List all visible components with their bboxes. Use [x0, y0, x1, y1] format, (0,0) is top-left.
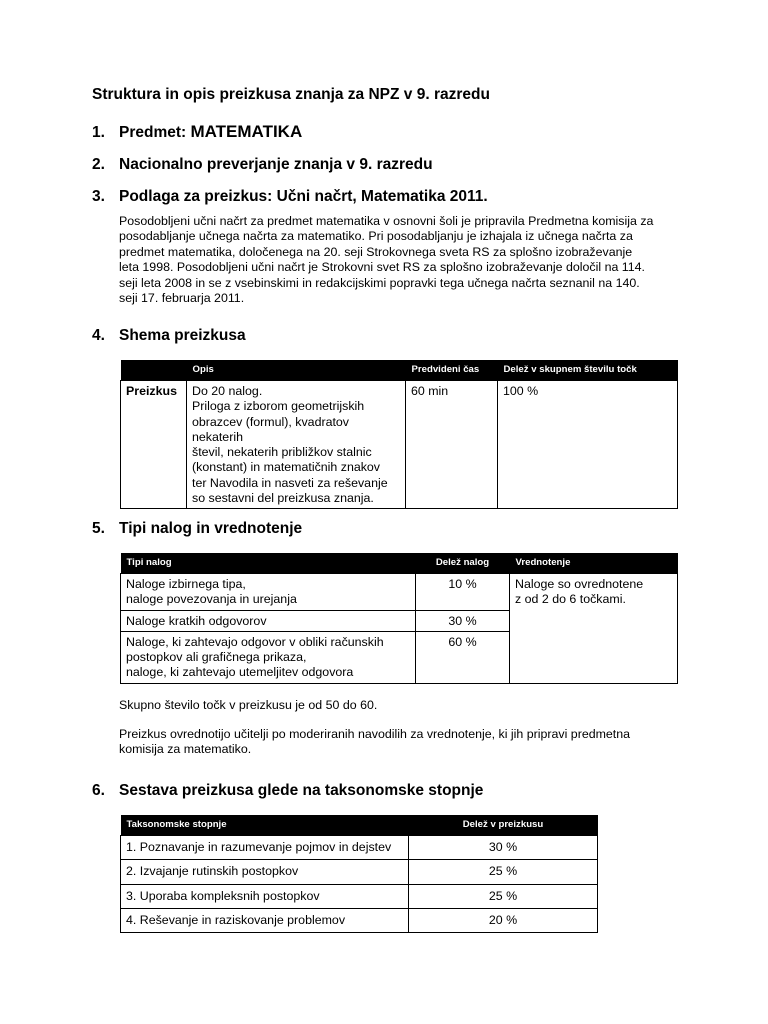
stopnja-cell: 1. Poznavanje in razumevanje pojmov in dejstev	[121, 836, 409, 860]
section-number: 1.	[92, 124, 105, 141]
tipi-table	[120, 553, 678, 684]
ovrednotijo-paragraph	[119, 727, 689, 758]
paragraph-line: seji leta 2008 in se z vsebinskimi in redakcijskimi popravki tega učnega načrta seznanil na 140.	[119, 275, 640, 290]
cas-cell: 60 min	[406, 381, 498, 509]
table-header-cell: Predvideni čas	[406, 360, 498, 381]
section-text: Nacionalno preverjanje znanja v 9. razredu	[119, 156, 433, 173]
cell-line: Do 20 nalog.	[192, 384, 263, 398]
cell-line: Naloge kratkih odgovorov	[126, 613, 267, 628]
cell-line: ter Navodila in nasveti za reševanje	[192, 475, 388, 490]
stopnja-cell: 2. Izvajanje rutinskih postopkov	[121, 860, 409, 884]
table-row	[121, 574, 678, 611]
cell-line: Naloge so ovrednotene	[515, 577, 644, 591]
section-text: Tipi nalog in vrednotenje	[119, 520, 303, 537]
document-title: Struktura in opis preizkusa znanja za NPZ v 9. razredu	[92, 86, 490, 103]
delez-cell: 30 %	[416, 610, 510, 631]
cell-line: števil, nekaterih približkov stalnic	[192, 445, 372, 460]
cell-line: so sestavni del preizkusa znanja.	[192, 491, 374, 506]
table-header-cell: Vrednotenje	[510, 553, 678, 574]
skupno-text: Skupno število točk v preizkusu je od 50 do 60.	[119, 698, 378, 712]
section-text: Shema preizkusa	[119, 327, 246, 344]
table-header-cell: Delež v skupnem številu točk	[498, 360, 678, 381]
table-header-cell: Delež nalog	[416, 553, 510, 574]
cell-line: Naloge, ki zahtevajo odgovor v obliki računskih	[126, 634, 384, 649]
taksonomija-table	[120, 815, 598, 933]
paragraph-line: predmet matematika, določenega na 20. seji Strokovnega sveta RS za splošno izobraževanje	[119, 244, 633, 259]
section-2-heading	[92, 156, 433, 174]
table-row	[121, 836, 598, 860]
stopnja-cell: 4. Reševanje in raziskovanje problemov	[121, 908, 409, 932]
table-header-row	[121, 360, 678, 381]
cell-line: naloge povezovanja in urejanja	[126, 592, 297, 607]
delez-cell: 25 %	[409, 860, 598, 884]
cell-line: naloge, ki zahtevajo utemeljitev odgovora	[126, 665, 354, 680]
section-number: 2.	[92, 156, 105, 173]
delez-cell: 10 %	[416, 574, 510, 611]
shema-table	[120, 360, 678, 509]
vrednotenje-cell	[510, 574, 678, 684]
stopnja-cell: 3. Uporaba kompleksnih postopkov	[121, 884, 409, 908]
section-3-heading	[92, 188, 488, 206]
table-header-cell: Delež v preizkusu	[409, 815, 598, 836]
table-row	[121, 381, 678, 509]
delez-cell: 20 %	[409, 908, 598, 932]
paragraph-line: seji 17. februarja 2011.	[119, 291, 245, 306]
table-row	[121, 860, 598, 884]
tip-cell	[121, 631, 416, 683]
section-text: Sestava preizkusa glede na taksonomske stopnje	[119, 782, 484, 799]
section-number: 4.	[92, 327, 105, 344]
section-6-heading	[92, 782, 483, 800]
section-5-heading	[92, 520, 302, 538]
delez-cell: 100 %	[498, 381, 678, 509]
section-number: 5.	[92, 520, 105, 537]
table-header-cell: Tipi nalog	[121, 553, 416, 574]
paragraph-line: Preizkus ovrednotijo učitelji po moderiranih navodilih za vrednotenje, ki jih pripravi predmetna	[119, 727, 631, 741]
cell-line: z od 2 do 6 točkami.	[515, 592, 626, 607]
cell-line: Naloge izbirnega tipa,	[126, 577, 246, 591]
cell-line: postopkov ali grafičnega prikaza,	[126, 650, 307, 665]
table-header-cell: Opis	[187, 360, 406, 381]
delez-cell: 25 %	[409, 884, 598, 908]
podlaga-paragraph	[119, 214, 689, 306]
section-4-heading	[92, 327, 246, 345]
table-header-cell: Taksonomske stopnje	[121, 815, 409, 836]
cell-line: obrazcev (formul), kvadratov nekaterih	[192, 414, 350, 444]
table-header-row	[121, 553, 678, 574]
row-label: Preizkus	[121, 381, 187, 509]
cell-line: Priloga z izborom geometrijskih	[192, 399, 365, 414]
opis-cell	[187, 381, 406, 509]
tip-cell	[121, 574, 416, 611]
table-row	[121, 908, 598, 932]
section-text: Podlaga za preizkus: Učni načrt, Matematika 2011.	[119, 188, 488, 205]
section-number: 3.	[92, 188, 105, 205]
paragraph-line: posodabljanje učnega načrta za matematiko. Pri posodabljanju je izhajala iz učnega načrta za	[119, 229, 633, 244]
section-number: 6.	[92, 782, 105, 799]
delez-cell: 60 %	[416, 631, 510, 683]
section-label: Predmet:	[119, 124, 191, 141]
subject-name: MATEMATIKA	[190, 122, 303, 141]
tip-cell	[121, 610, 416, 631]
paragraph-line: Posodobljeni učni načrt za predmet matematika v osnovni šoli je pripravila Predmetna komisija za	[119, 214, 654, 228]
table-header-cell	[121, 360, 187, 381]
table-row	[121, 884, 598, 908]
paragraph-line: komisija za matematiko.	[119, 742, 252, 757]
cell-line: (konstant) in matematičnih znakov	[192, 460, 381, 475]
section-1-heading	[92, 122, 302, 142]
paragraph-line: leta 1998. Posodobljeni učni načrt je Strokovni svet RS za splošno izobraževanje določil na 114.	[119, 260, 645, 275]
delez-cell: 30 %	[409, 836, 598, 860]
table-header-row	[121, 815, 598, 836]
